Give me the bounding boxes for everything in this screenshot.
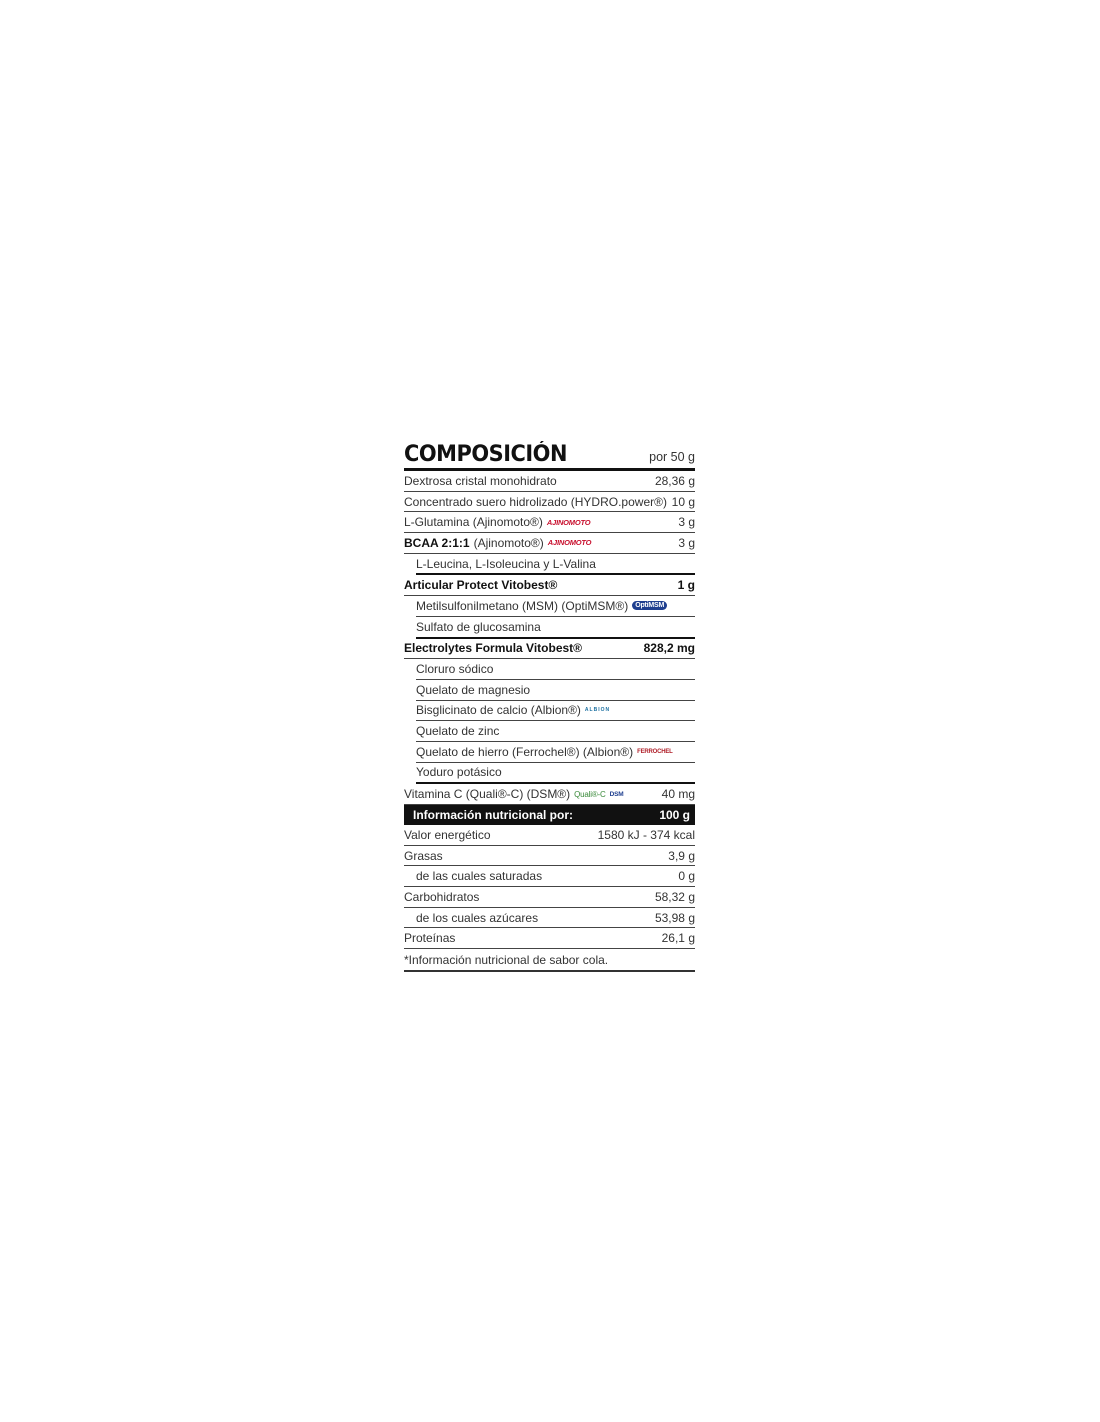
ingredient-name-group xyxy=(404,515,590,529)
nutrition-footnote: *Información nutricional de sabor cola. xyxy=(404,949,695,972)
ingredient-name-group xyxy=(416,599,667,613)
nutrition-row xyxy=(404,928,695,949)
ingredient-name: Metilsulfonilmetano (MSM) (OptiMSM®) xyxy=(416,598,629,613)
ingredient-name: Dextrosa cristal monohidrato xyxy=(404,473,557,488)
composition-panel xyxy=(404,438,695,972)
ingredient-value: 28,36 g xyxy=(654,473,695,488)
ferrochel-logo-icon: FERROCHEL xyxy=(637,748,673,755)
ingredient-value: 3 g xyxy=(678,535,695,550)
ingredient-name-bold: Electrolytes Formula Vitobest® xyxy=(404,641,583,656)
ingredient-subrow xyxy=(416,763,695,785)
nutrient-name: de las cuales saturadas xyxy=(416,869,543,884)
ingredient-subrow xyxy=(416,742,695,763)
ingredient-subrow xyxy=(416,680,695,701)
ingredient-name: L-Leucina, L-Isoleucina y L-Valina xyxy=(416,556,596,571)
ingredient-subrow xyxy=(416,659,695,680)
ingredient-row xyxy=(404,471,695,492)
ingredient-name-group xyxy=(416,703,610,717)
ingredient-row xyxy=(404,575,695,596)
ingredient-value: 3 g xyxy=(678,515,695,530)
ingredient-name: Quelato de zinc xyxy=(416,724,500,739)
ajinomoto-logo-icon: AJINOMOTO xyxy=(546,517,591,527)
ingredient-row xyxy=(404,639,695,660)
nutrient-value: 26,1 g xyxy=(661,931,695,946)
ingredient-name: Sulfato de glucosamina xyxy=(416,619,541,634)
ingredient-subrow xyxy=(416,596,695,617)
ingredient-name: Quelato de hierro (Ferrochel®) (Albion®) xyxy=(416,744,634,759)
nutrition-header xyxy=(404,805,695,825)
ingredient-name-group xyxy=(404,536,591,550)
nutrition-header-label: Información nutricional por: xyxy=(413,808,574,822)
nutrient-value: 53,98 g xyxy=(654,910,695,925)
ingredient-name-group xyxy=(404,787,623,801)
nutrient-value: 0 g xyxy=(678,869,695,884)
ingredient-name-group xyxy=(416,745,673,759)
ingredient-row xyxy=(404,512,695,533)
ingredient-name: Quelato de magnesio xyxy=(416,682,531,697)
ingredient-value: 10 g xyxy=(671,494,695,509)
nutrition-row xyxy=(404,908,695,929)
ingredient-row xyxy=(404,492,695,513)
nutrient-value: 1580 kJ - 374 kcal xyxy=(597,827,695,842)
ingredient-name: (Ajinomoto®) xyxy=(473,535,544,550)
composition-title: COMPOSICIÓN xyxy=(404,442,567,467)
nutrition-row xyxy=(404,887,695,908)
nutrition-row xyxy=(404,866,695,887)
dsm-logo-icon: DSM xyxy=(609,790,624,798)
nutrition-row xyxy=(404,846,695,867)
composition-header xyxy=(404,438,695,471)
nutrient-name: Carbohidratos xyxy=(404,889,480,904)
nutrient-name: de los cuales azúcares xyxy=(416,910,539,925)
nutrition-header-value: 100 g xyxy=(659,808,690,822)
ingredient-value: 828,2 mg xyxy=(643,641,695,656)
ingredient-name-group xyxy=(404,578,557,592)
nutrient-name: Valor energético xyxy=(404,827,491,842)
ingredient-row xyxy=(404,533,695,554)
nutrient-value: 58,32 g xyxy=(654,889,695,904)
albion-logo-icon: ALBION xyxy=(584,707,611,714)
nutrition-row xyxy=(404,825,695,846)
ingredient-subrow xyxy=(416,701,695,722)
nutrient-name: Grasas xyxy=(404,848,443,863)
ingredient-name-group xyxy=(404,641,582,655)
quali-c-logo-icon: Quali®-C xyxy=(574,789,606,799)
nutrient-name: Proteínas xyxy=(404,931,456,946)
ingredient-row xyxy=(404,784,695,805)
optimsm-logo-icon: OptiMSM xyxy=(632,601,667,610)
ingredient-name: Yoduro potásico xyxy=(416,765,502,780)
ingredient-name-bold: BCAA 2:1:1 xyxy=(404,535,470,550)
ingredient-subrow xyxy=(416,721,695,742)
ingredient-name: Bisglicinato de calcio (Albion®) xyxy=(416,703,581,718)
ingredient-name: Cloruro sódico xyxy=(416,662,494,677)
ingredient-name: L-Glutamina (Ajinomoto®) xyxy=(404,515,543,530)
ingredient-name: Vitamina C (Quali®-C) (DSM®) xyxy=(404,787,571,802)
ingredient-name: Concentrado suero hidrolizado (HYDRO.power®) xyxy=(404,494,667,509)
ingredient-name-bold: Articular Protect Vitobest® xyxy=(404,578,558,593)
ingredient-value: 40 mg xyxy=(661,787,695,802)
ingredient-subrow xyxy=(416,554,695,576)
nutrient-value: 3,9 g xyxy=(668,848,695,863)
ajinomoto-logo-icon: AJINOMOTO xyxy=(547,538,592,548)
ingredient-value: 1 g xyxy=(677,578,695,593)
serving-size: por 50 g xyxy=(649,450,695,464)
ingredient-subrow xyxy=(416,617,695,639)
